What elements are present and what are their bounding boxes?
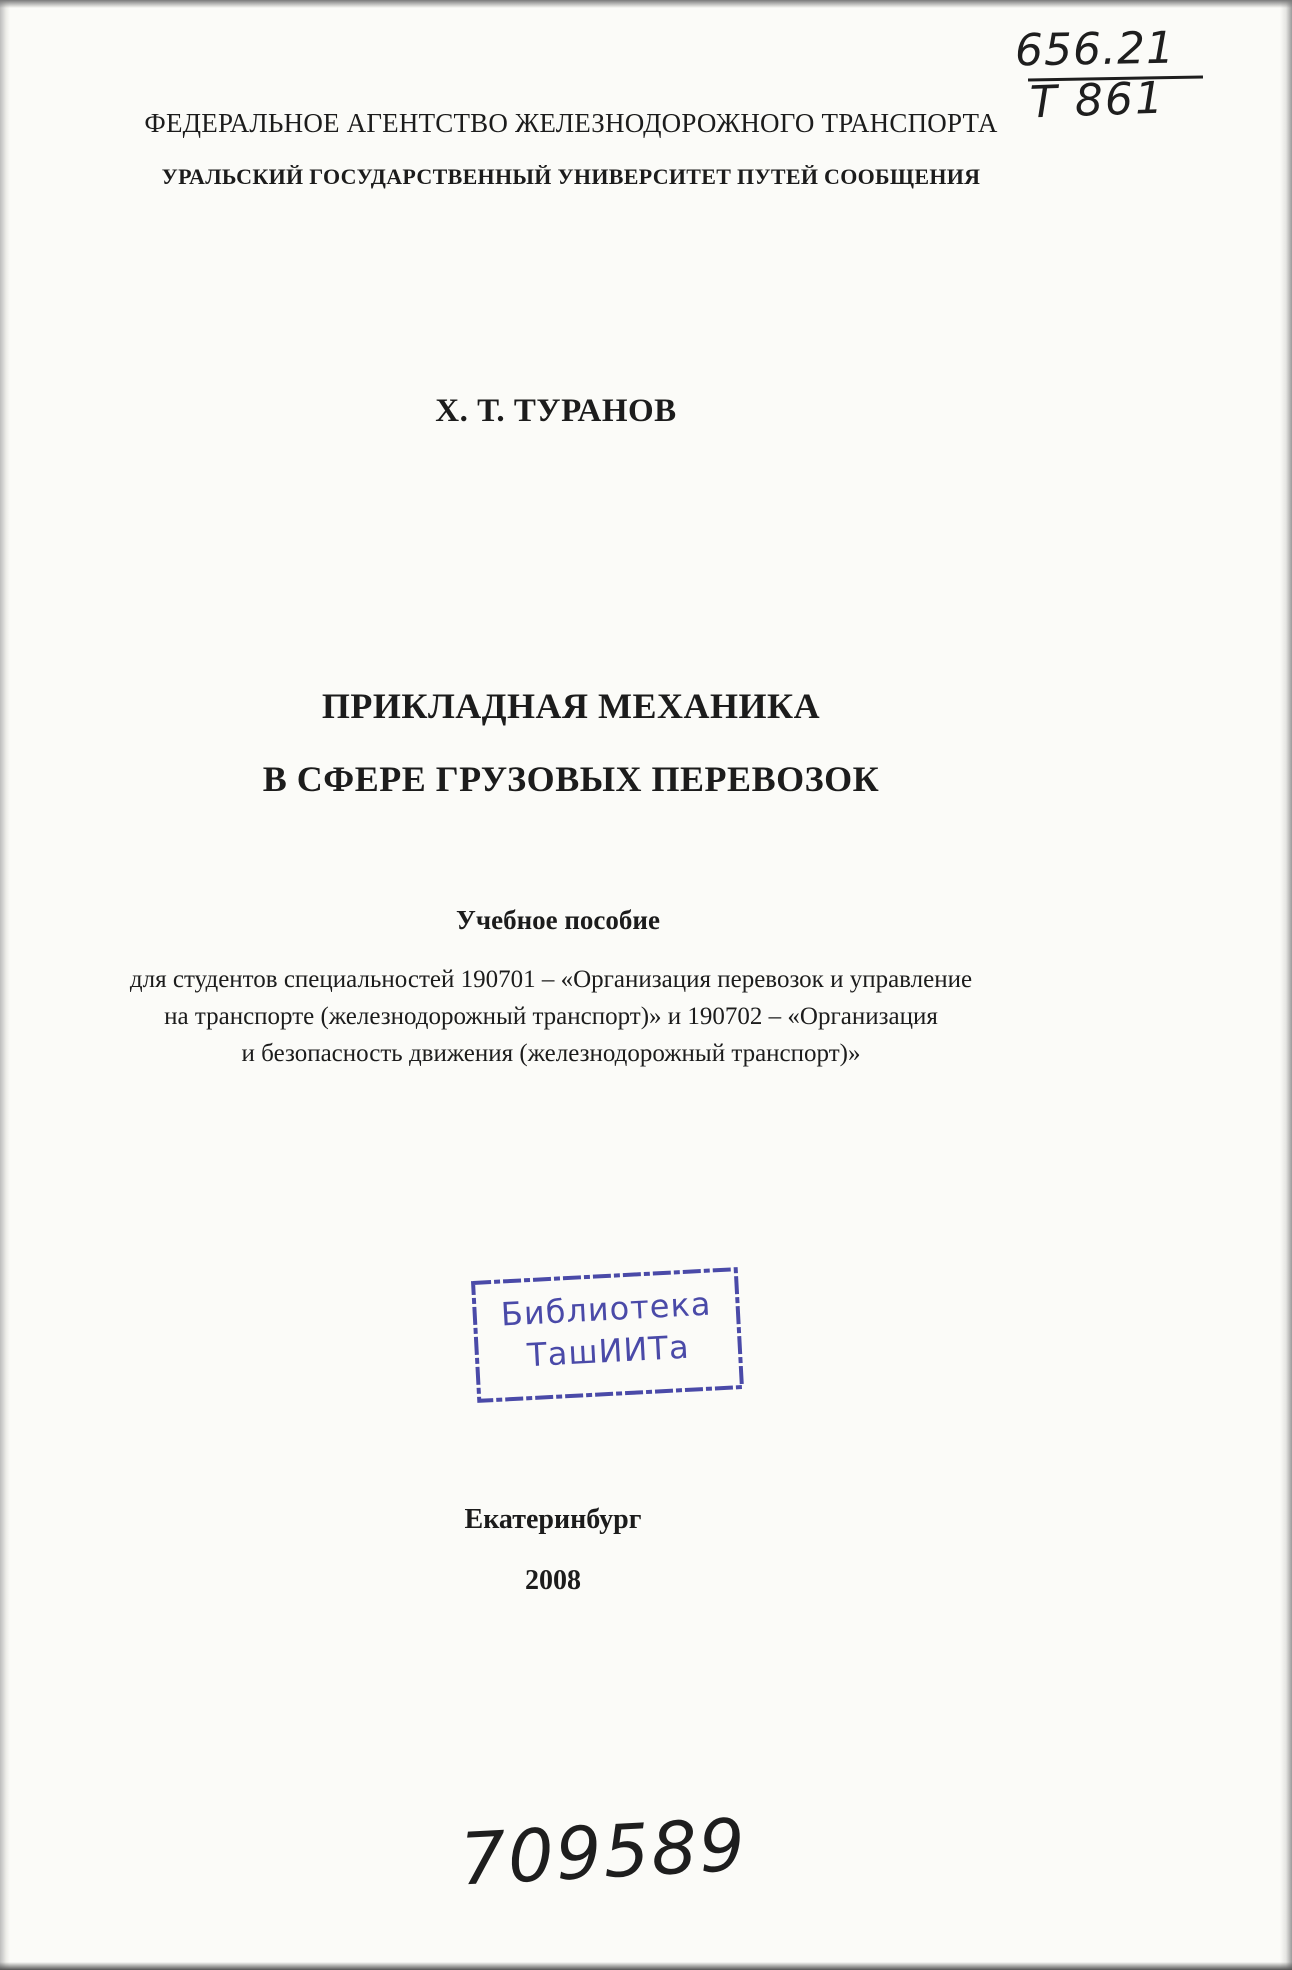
- agency-name: ФЕДЕРАЛЬНОЕ АГЕНТСТВО ЖЕЛЕЗНОДОРОЖНОГО ТРАНСПОРТА: [144, 108, 998, 138]
- title-line-1: ПРИКЛАДНАЯ МЕХАНИКА: [321, 686, 821, 726]
- stamp-line-1: Библиотека: [499, 1284, 713, 1334]
- document-type: Учебное пособие: [456, 905, 660, 935]
- author-name: Х. Т. ТУРАНОВ: [435, 393, 677, 429]
- handwritten-inventory-number: 709589: [457, 1802, 749, 1902]
- handwritten-cutter-number: Т 861: [1029, 72, 1166, 129]
- scan-edge-right: [1280, 0, 1292, 1970]
- library-stamp: [467, 1263, 748, 1407]
- title-line-2: В СФЕРЕ ГРУЗОВЫХ ПЕРЕВОЗОК: [262, 759, 880, 799]
- description-line-2: на транспорте (железнодорожный транспорт)» и 190702 – «Организация: [164, 1003, 938, 1030]
- scan-edge-bottom: [0, 1962, 1292, 1970]
- university-name: УРАЛЬСКИЙ ГОСУДАРСТВЕННЫЙ УНИВЕРСИТЕТ ПУТЕЙ СООБЩЕНИЯ: [161, 164, 981, 189]
- handwritten-classification: 656.21: [1014, 22, 1176, 77]
- description-line-3: и безопасность движения (железнодорожный транспорт)»: [241, 1040, 861, 1067]
- stamp-line-2: ТашИИТа: [526, 1327, 691, 1375]
- description-line-1: для студентов специальностей 190701 – «Организация перевозок и управление: [129, 966, 973, 993]
- publication-city: Екатеринбург: [464, 1504, 642, 1535]
- scan-edge-top: [0, 0, 1292, 8]
- publication-year: 2008: [525, 1565, 581, 1596]
